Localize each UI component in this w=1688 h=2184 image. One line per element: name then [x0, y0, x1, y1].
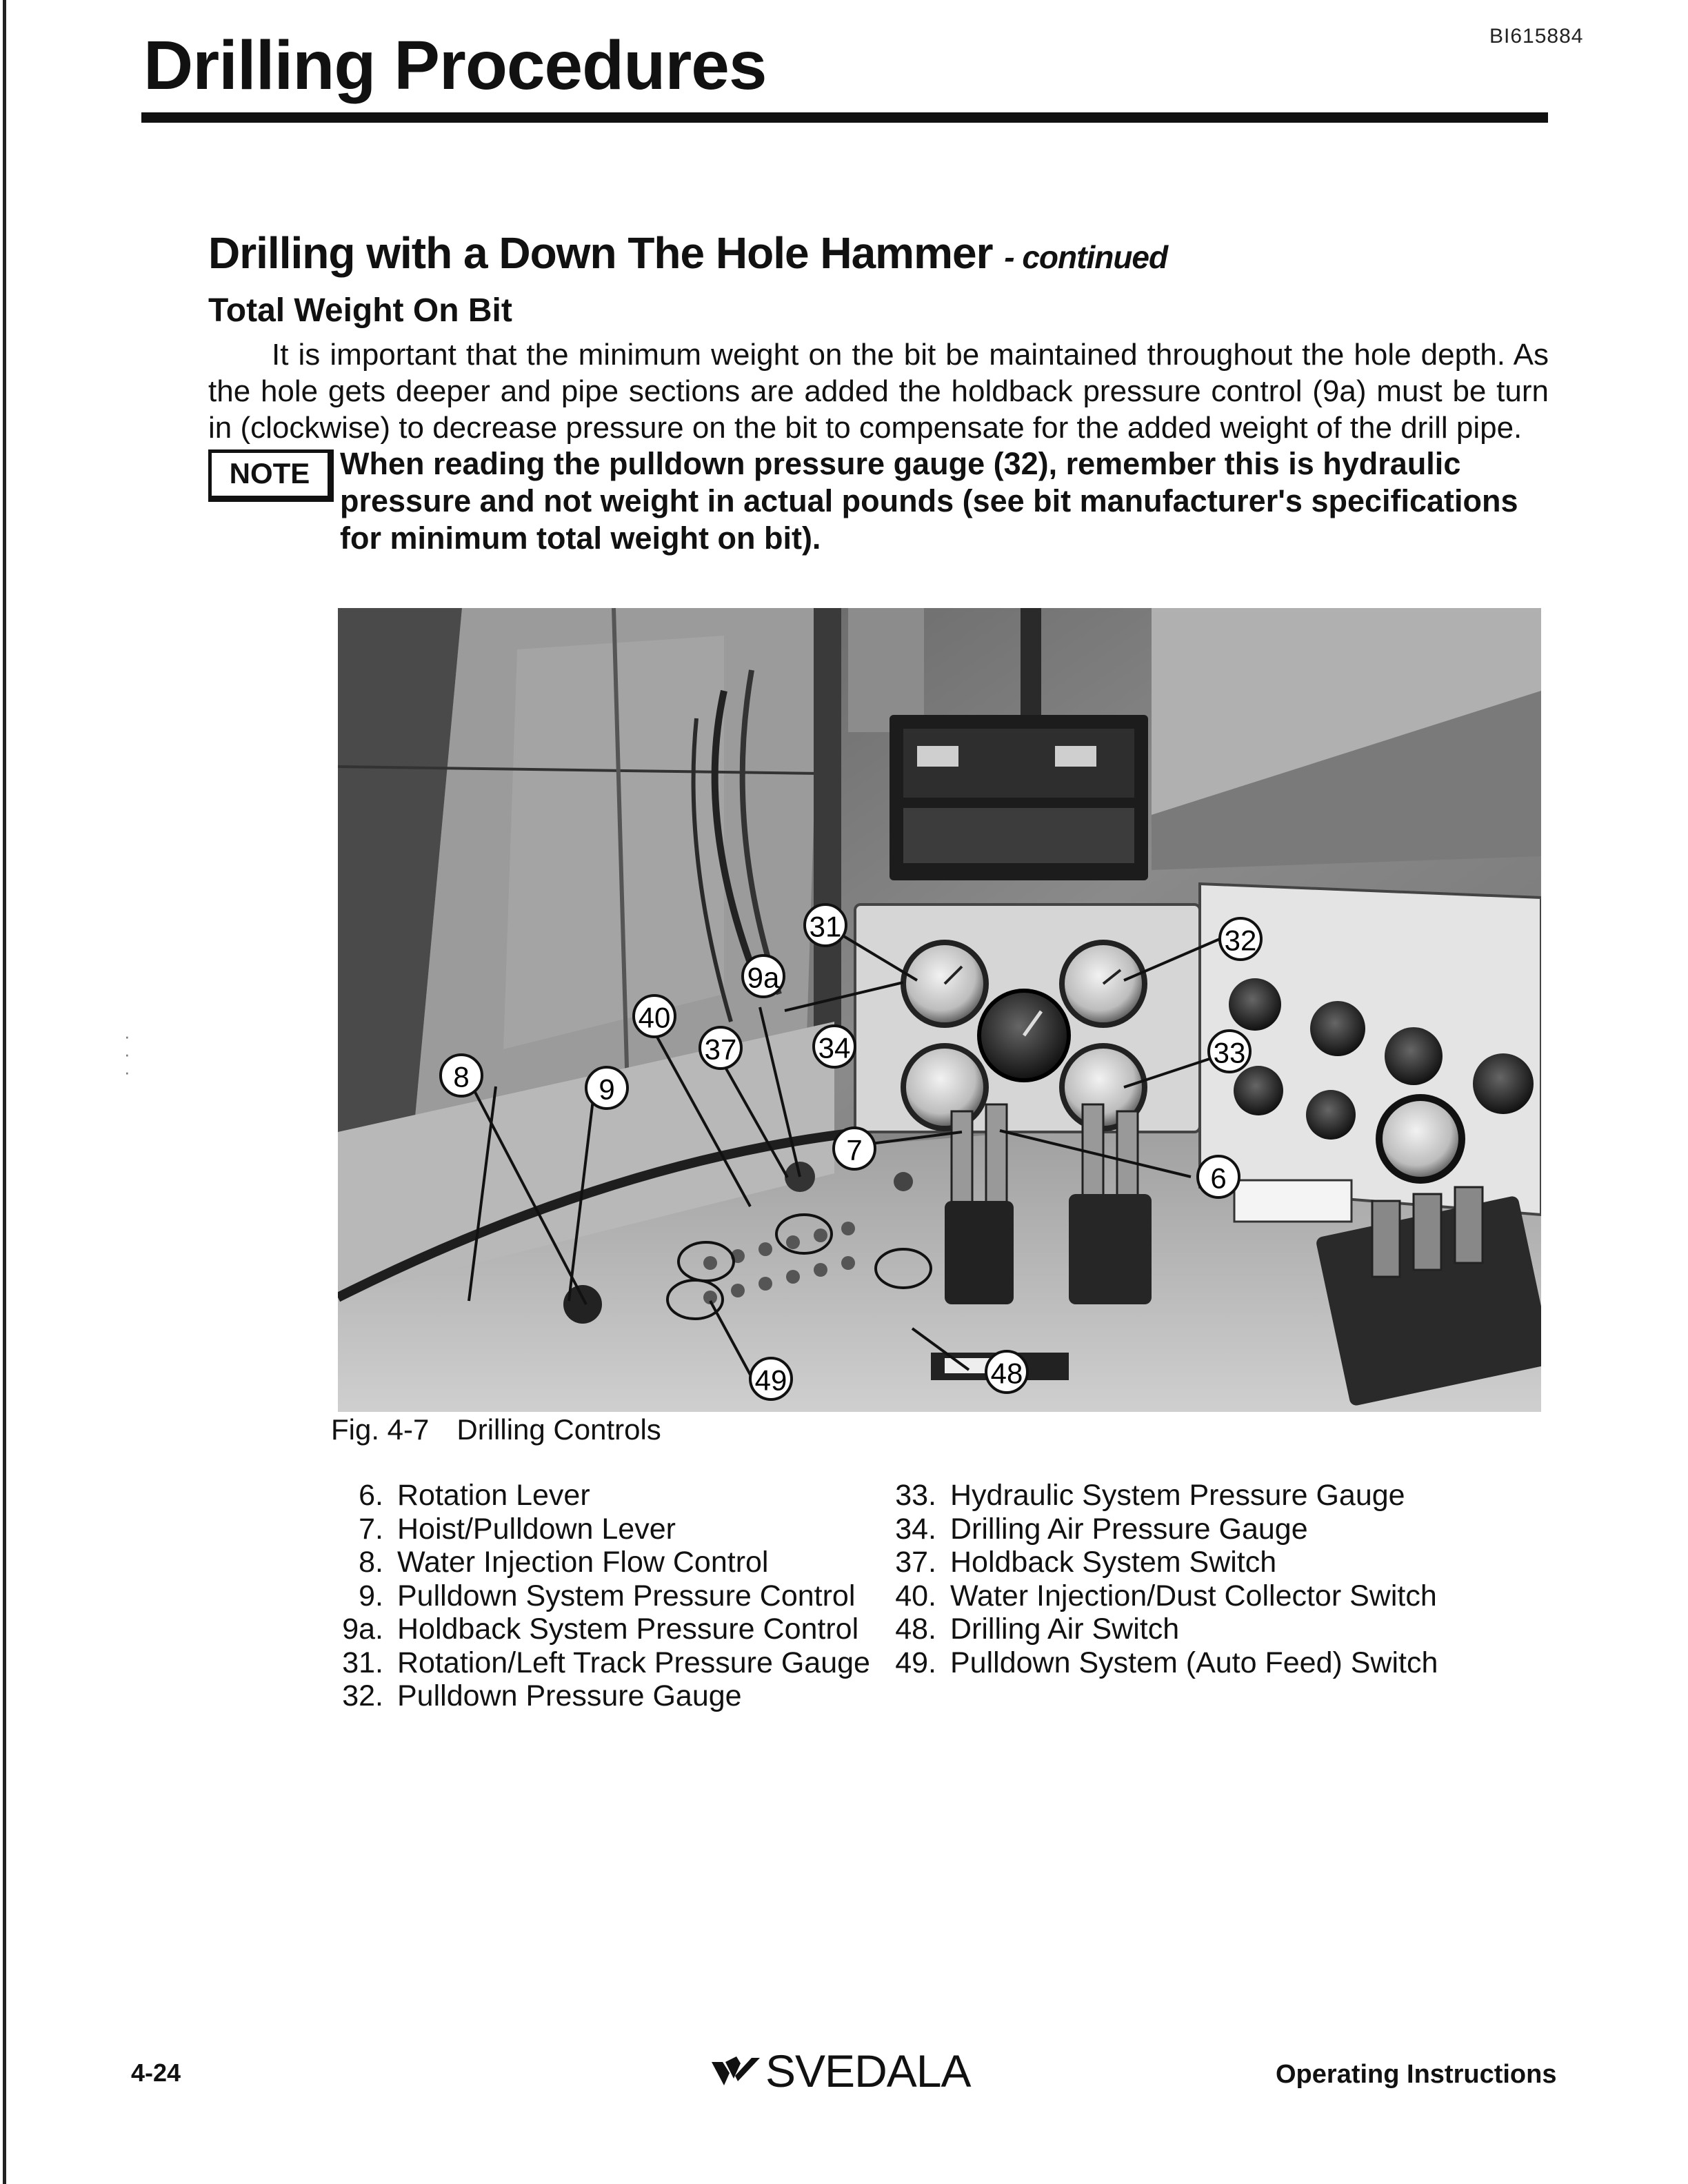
legend-label: Holdback System Pressure Control	[397, 1612, 859, 1646]
note-text: When reading the pulldown pressure gauge (32), remember this is hydraulic pressure and not weight in actual pounds (see bit manufacturer's specifications for minimum total weight on bit).	[340, 446, 1518, 556]
callout-31	[805, 904, 846, 946]
legend-label: Pulldown System (Auto Feed) Switch	[950, 1646, 1438, 1679]
legend-number: 7.	[359, 1512, 383, 1546]
footer-document-type: Operating Instructions	[1276, 2060, 1557, 2089]
legend-label: Pulldown System Pressure Control	[397, 1579, 856, 1612]
callout-40	[634, 995, 675, 1037]
section-title-suffix: - continued	[1004, 239, 1168, 275]
legend-number: 34.	[895, 1512, 936, 1546]
legend-item	[317, 1679, 870, 1713]
legend-item	[317, 1479, 870, 1513]
callout-48	[986, 1351, 1027, 1393]
body-paragraph: It is important that the minimum weight on the bit be maintained throughout the hole depth. As the hole gets deeper and pipe sections are added the holdback pressure control (9a) must be turn in (clockwise) to decrease pressure on the bit to compensate for the added weight of the drill pipe.	[208, 338, 1549, 445]
legend-number: 33.	[895, 1479, 936, 1512]
callout-34	[814, 1026, 855, 1067]
legend-label: Drilling Air Pressure Gauge	[950, 1512, 1308, 1546]
legend-left	[317, 1479, 870, 1713]
legend-number: 40.	[895, 1579, 936, 1612]
legend-item	[891, 1612, 1438, 1646]
callout-7	[834, 1128, 875, 1169]
figure-caption-text: Drilling Controls	[456, 1413, 661, 1446]
section-title	[208, 228, 1167, 279]
callout-8	[441, 1055, 482, 1096]
legend-item	[317, 1612, 870, 1646]
callout-32-label: 32	[1224, 924, 1257, 957]
legend-label: Pulldown Pressure Gauge	[397, 1679, 742, 1712]
legend-item	[891, 1479, 1438, 1513]
note-label: NOTE	[208, 449, 334, 502]
legend-label: Rotation/Left Track Pressure Gauge	[397, 1646, 870, 1679]
legend-label: Holdback System Switch	[950, 1546, 1277, 1579]
legend-number: 48.	[895, 1612, 936, 1646]
legend-number: 32.	[342, 1679, 383, 1712]
legend-number: 9a.	[342, 1612, 383, 1646]
title-rule	[141, 112, 1548, 123]
callout-9a-label: 9a	[747, 961, 780, 994]
callout-9	[586, 1067, 627, 1109]
section-title-text: Drilling with a Down The Hole Hammer	[208, 228, 993, 278]
legend-item	[891, 1579, 1438, 1613]
callout-49-label: 49	[754, 1364, 787, 1397]
callout-32	[1220, 918, 1261, 960]
footer-brand	[710, 2045, 970, 2097]
callout-33	[1209, 1031, 1250, 1072]
footer-page-number: 4-24	[131, 2059, 181, 2087]
callout-9-label: 9	[599, 1073, 615, 1106]
legend-number: 49.	[895, 1646, 936, 1679]
figure-number: Fig. 4-7	[331, 1413, 430, 1446]
legend-label: Hoist/Pulldown Lever	[397, 1512, 676, 1546]
document-code: BI615884	[1489, 25, 1584, 48]
callout-31-label: 31	[809, 910, 842, 943]
legend-item	[317, 1646, 870, 1680]
callout-40-label: 40	[638, 1001, 671, 1034]
page-edge-line	[3, 0, 6, 2184]
legend-label: Rotation Lever	[397, 1479, 590, 1512]
callout-8-label: 8	[453, 1060, 470, 1093]
callout-9a	[743, 956, 784, 997]
legend-item	[891, 1546, 1438, 1579]
legend-number: 6.	[359, 1479, 383, 1512]
legend-label: Water Injection Flow Control	[397, 1546, 769, 1579]
margin-specks: · · ·	[124, 1026, 130, 1082]
callout-37	[700, 1027, 741, 1069]
legend-label: Hydraulic System Pressure Gauge	[950, 1479, 1405, 1512]
legend-item	[317, 1513, 870, 1546]
callout-37-label: 37	[704, 1033, 737, 1066]
legend-number: 8.	[359, 1546, 383, 1579]
legend-label: Drilling Air Switch	[950, 1612, 1180, 1646]
subheading: Total Weight On Bit	[208, 292, 512, 329]
callout-6	[1198, 1156, 1239, 1197]
figure-caption	[331, 1413, 661, 1446]
legend-item	[317, 1546, 870, 1579]
legend-label: Water Injection/Dust Collector Switch	[950, 1579, 1437, 1612]
brand-name: SVEDALA	[765, 2045, 971, 2096]
legend-item	[317, 1579, 870, 1613]
callout-48-label: 48	[990, 1357, 1023, 1390]
callout-34-label: 34	[818, 1031, 851, 1064]
callout-6-label: 6	[1210, 1162, 1227, 1195]
legend-number: 9.	[359, 1579, 383, 1612]
legend-number: 31.	[342, 1646, 383, 1679]
page-title: Drilling Procedures	[143, 27, 767, 104]
legend-right	[891, 1479, 1438, 1679]
legend-item	[891, 1646, 1438, 1680]
callout-7-label: 7	[846, 1133, 863, 1166]
svedala-logo-icon	[710, 2054, 761, 2088]
legend-item	[891, 1513, 1438, 1546]
legend-number: 37.	[895, 1546, 936, 1579]
callout-33-label: 33	[1213, 1036, 1246, 1069]
callout-49	[750, 1358, 792, 1399]
drilling-controls-photo	[338, 608, 1541, 1412]
